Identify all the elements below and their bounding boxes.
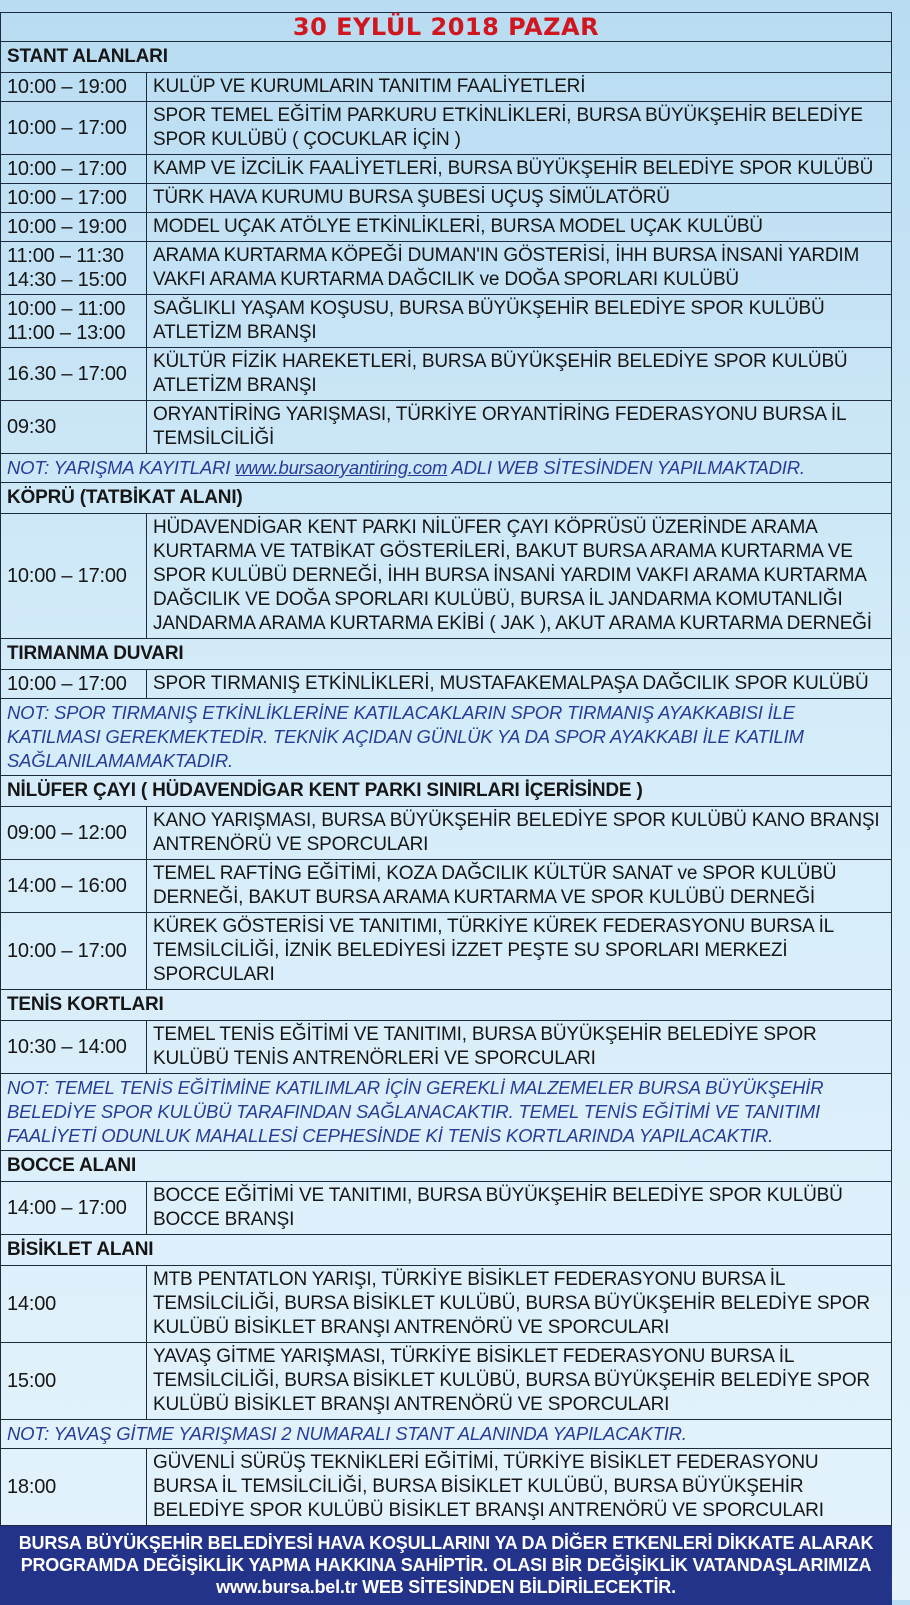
time-cell: 10:00 – 17:00	[1, 913, 147, 990]
section-header	[1, 483, 892, 514]
table-row	[1, 913, 892, 990]
time-cell: 09:30	[1, 401, 147, 454]
section-header	[1, 42, 892, 73]
section-title: STANT ALANLARI	[1, 42, 892, 73]
description-cell: KÜLTÜR FİZİK HAREKETLERİ, BURSA BÜYÜKŞEHİR BELEDİYE SPOR KULÜBÜ ATLETİZM BRANŞI	[147, 348, 892, 401]
description-cell: SPOR TIRMANIŞ ETKİNLİKLERİ, MUSTAFAKEMALPAŞA DAĞCILIK SPOR KULÜBÜ	[147, 670, 892, 699]
description-cell: TÜRK HAVA KURUMU BURSA ŞUBESİ UÇUŞ SİMÜLATÖRÜ	[147, 184, 892, 213]
table-row	[1, 155, 892, 184]
section-header	[1, 990, 892, 1021]
table-row	[1, 213, 892, 242]
time-cell: 11:00 – 11:30 14:30 – 15:00	[1, 242, 147, 295]
table-row	[1, 1182, 892, 1235]
description-cell: KULÜP VE KURUMLARIN TANITIM FAALİYETLERİ	[147, 73, 892, 102]
time-cell: 10:30 – 14:00	[1, 1021, 147, 1074]
table-row	[1, 242, 892, 295]
title-row	[1, 13, 892, 42]
section-header	[1, 639, 892, 670]
footer-line: PROGRAMDA DEĞİŞİKLİK YAPMA HAKKINA SAHİPTİR. OLASI BİR DEĞİŞİKLİK VATANDAŞLARIMIZA	[20, 1555, 872, 1575]
time-cell: 10:00 – 17:00	[1, 184, 147, 213]
table-row	[1, 514, 892, 639]
section-header	[1, 776, 892, 807]
section-title: BOCCE ALANI	[1, 1151, 892, 1182]
description-cell: TEMEL RAFTİNG EĞİTİMİ, KOZA DAĞCILIK KÜLTÜR SANAT ve SPOR KULÜBÜ DERNEĞİ, BAKUT BURSA ARAMA KURTARMA VE SPOR KULÜBÜ DERNEĞİ	[147, 860, 892, 913]
table-row	[1, 807, 892, 860]
note-link[interactable]: www.bursaoryantiring.com	[235, 457, 448, 478]
table-row	[1, 295, 892, 348]
description-cell: SAĞLIKLI YAŞAM KOŞUSU, BURSA BÜYÜKŞEHİR BELEDİYE SPOR KULÜBÜ ATLETİZM BRANŞI	[147, 295, 892, 348]
section-header	[1, 1235, 892, 1266]
description-cell: BOCCE EĞİTİMİ VE TANITIMI, BURSA BÜYÜKŞEHİR BELEDİYE SPOR KULÜBÜ BOCCE BRANŞI	[147, 1182, 892, 1235]
page-title: 30 EYLÜL 2018 PAZAR	[1, 13, 892, 42]
table-row	[1, 184, 892, 213]
table-row	[1, 860, 892, 913]
time-cell: 10:00 – 17:00	[1, 514, 147, 639]
time-cell: 10:00 – 17:00	[1, 102, 147, 155]
time-cell: 10:00 – 19:00	[1, 73, 147, 102]
time-cell: 14:00 – 16:00	[1, 860, 147, 913]
table-row	[1, 1343, 892, 1420]
table-row	[1, 1266, 892, 1343]
description-cell: KANO YARIŞMASI, BURSA BÜYÜKŞEHİR BELEDİYE SPOR KULÜBÜ KANO BRANŞI ANTRENÖRÜ VE SPORCULARI	[147, 807, 892, 860]
footer-line: www.bursa.bel.tr WEB SİTESİNDEN BİLDİRİLECEKTİR.	[216, 1577, 676, 1597]
note-row	[1, 454, 892, 483]
table-row	[1, 73, 892, 102]
description-cell: SPOR TEMEL EĞİTİM PARKURU ETKİNLİKLERİ, BURSA BÜYÜKŞEHİR BELEDİYE SPOR KULÜBÜ ( ÇOCUKLAR İÇİN )	[147, 102, 892, 155]
time-cell: 14:00 – 17:00	[1, 1182, 147, 1235]
section-title: NİLÜFER ÇAYI ( HÜDAVENDİGAR KENT PARKI SINIRLARI İÇERİSİNDE )	[1, 776, 892, 807]
description-cell: ORYANTİRİNG YARIŞMASI, TÜRKİYE ORYANTİRİNG FEDERASYONU BURSA İL TEMSİLCİLİĞİ	[147, 401, 892, 454]
time-cell: 09:00 – 12:00	[1, 807, 147, 860]
footer-notice	[1, 1526, 892, 1605]
note-row	[1, 1420, 892, 1449]
table-row	[1, 670, 892, 699]
description-cell: MTB PENTATLON YARIŞI, TÜRKİYE BİSİKLET FEDERASYONU BURSA İL TEMSİLCİLİĞİ, BURSA BİSİKLET KULÜBÜ, BURSA BÜYÜKŞEHİR BELEDİYE SPOR KULÜBÜ BİSİKLET BRANŞI ANTRENÖRÜ VE SPORCULARI	[147, 1266, 892, 1343]
section-title: KÖPRÜ (TATBİKAT ALANI)	[1, 483, 892, 514]
description-cell: MODEL UÇAK ATÖLYE ETKİNLİKLERİ, BURSA MODEL UÇAK KULÜBÜ	[147, 213, 892, 242]
note-text: NOT: TEMEL TENİS EĞİTİMİNE KATILIMLAR İÇİN GEREKLİ MALZEMELER BURSA BÜYÜKŞEHİR BELEDİYE SPOR KULÜBÜ TARAFINDAN SAĞLANACAKTIR. TEMEL TENİS EĞİTİMİ VE TANITIMI FAALİYETİ ODUNLUK MAHALLESİ CEPHESİNDE Kİ TENİS KORTLARINDA YAPILACAKTIR.	[1, 1074, 892, 1151]
footer-line: BURSA BÜYÜKŞEHİR BELEDİYESİ HAVA KOŞULLARINI YA DA DİĞER ETKENLERİ DİKKATE ALARAK	[18, 1533, 874, 1553]
section-title: TENİS KORTLARI	[1, 990, 892, 1021]
description-cell: HÜDAVENDİGAR KENT PARKI NİLÜFER ÇAYI KÖPRÜSÜ ÜZERİNDE ARAMA KURTARMA VE TATBİKAT GÖSTERİLERİ, BAKUT BURSA ARAMA KURTARMA VE SPOR KULÜBÜ DERNEĞİ, İHH BURSA İNSANİ YARDIM VAKFI ARAMA KURTARMA DAĞCILIK VE DOĞA SPORLARI KULÜBÜ, BURSA İL JANDARMA KOMUTANLIĞI JANDARMA ARAMA KURTARMA EKİBİ ( JAK ), AKUT ARAMA KURTARMA DERNEĞİ	[147, 514, 892, 639]
table-row	[1, 348, 892, 401]
description-cell: ARAMA KURTARMA KÖPEĞİ DUMAN'IN GÖSTERİSİ, İHH BURSA İNSANİ YARDIM VAKFI ARAMA KURTARMA DAĞCILIK ve DOĞA SPORLARI KULÜBÜ	[147, 242, 892, 295]
table-row	[1, 1021, 892, 1074]
footer-row	[1, 1526, 892, 1605]
time-cell: 16.30 – 17:00	[1, 348, 147, 401]
table-row	[1, 401, 892, 454]
time-cell: 14:00	[1, 1266, 147, 1343]
table-row	[1, 1449, 892, 1526]
description-cell: GÜVENLİ SÜRÜŞ TEKNİKLERİ EĞİTİMİ, TÜRKİYE BİSİKLET FEDERASYONU BURSA İL TEMSİLCİLİĞİ, BURSA BİSİKLET KULÜBÜ, BURSA BÜYÜKŞEHİR BELEDİYE SPOR KULÜBÜ BİSİKLET BRANŞI ANTRENÖRÜ VE SPORCULARI	[147, 1449, 892, 1526]
description-cell: TEMEL TENİS EĞİTİMİ VE TANITIMI, BURSA BÜYÜKŞEHİR BELEDİYE SPOR KULÜBÜ TENİS ANTRENÖRLERİ VE SPORCULARI	[147, 1021, 892, 1074]
program-sheet	[0, 12, 892, 1605]
section-title: TIRMANMA DUVARI	[1, 639, 892, 670]
time-cell: 10:00 – 17:00	[1, 155, 147, 184]
note-text: NOT: YAVAŞ GİTME YARIŞMASI 2 NUMARALI STANT ALANINDA YAPILACAKTIR.	[1, 1420, 892, 1449]
note-text: NOT: SPOR TIRMANIŞ ETKİNLİKLERİNE KATILACAKLARIN SPOR TIRMANIŞ AYAKKABISI İLE KATILMASI GEREKMEKTEDİR. TEKNİK AÇIDAN GÜNLÜK YA DA SPOR AYAKKABI İLE KATILIM SAĞLANILAMAMAKTADIR.	[1, 699, 892, 776]
section-header	[1, 1151, 892, 1182]
time-cell: 10:00 – 19:00	[1, 213, 147, 242]
section-title: BİSİKLET ALANI	[1, 1235, 892, 1266]
description-cell: YAVAŞ GİTME YARIŞMASI, TÜRKİYE BİSİKLET FEDERASYONU BURSA İL TEMSİLCİLİĞİ, BURSA BİSİKLET KULÜBÜ, BURSA BÜYÜKŞEHİR BELEDİYE SPOR KULÜBÜ BİSİKLET BRANŞI ANTRENÖRÜ VE SPORCULARI	[147, 1343, 892, 1420]
schedule-table	[0, 12, 892, 1605]
time-cell: 10:00 – 17:00	[1, 670, 147, 699]
description-cell: KAMP VE İZCİLİK FAALİYETLERİ, BURSA BÜYÜKŞEHİR BELEDİYE SPOR KULÜBÜ	[147, 155, 892, 184]
description-cell: KÜREK GÖSTERİSİ VE TANITIMI, TÜRKİYE KÜREK FEDERASYONU BURSA İL TEMSİLCİLİĞİ, İZNİK BELEDİYESİ İZZET PEŞTE SU SPORLARI MERKEZİ SPORCULARI	[147, 913, 892, 990]
time-cell: 15:00	[1, 1343, 147, 1420]
table-row	[1, 102, 892, 155]
note-row	[1, 1074, 892, 1151]
time-cell: 10:00 – 11:00 11:00 – 13:00	[1, 295, 147, 348]
note-text: NOT: YARIŞMA KAYITLARI www.bursaoryantiring.com ADLI WEB SİTESİNDEN YAPILMAKTADIR.	[1, 454, 892, 483]
time-cell: 18:00	[1, 1449, 147, 1526]
note-row	[1, 699, 892, 776]
